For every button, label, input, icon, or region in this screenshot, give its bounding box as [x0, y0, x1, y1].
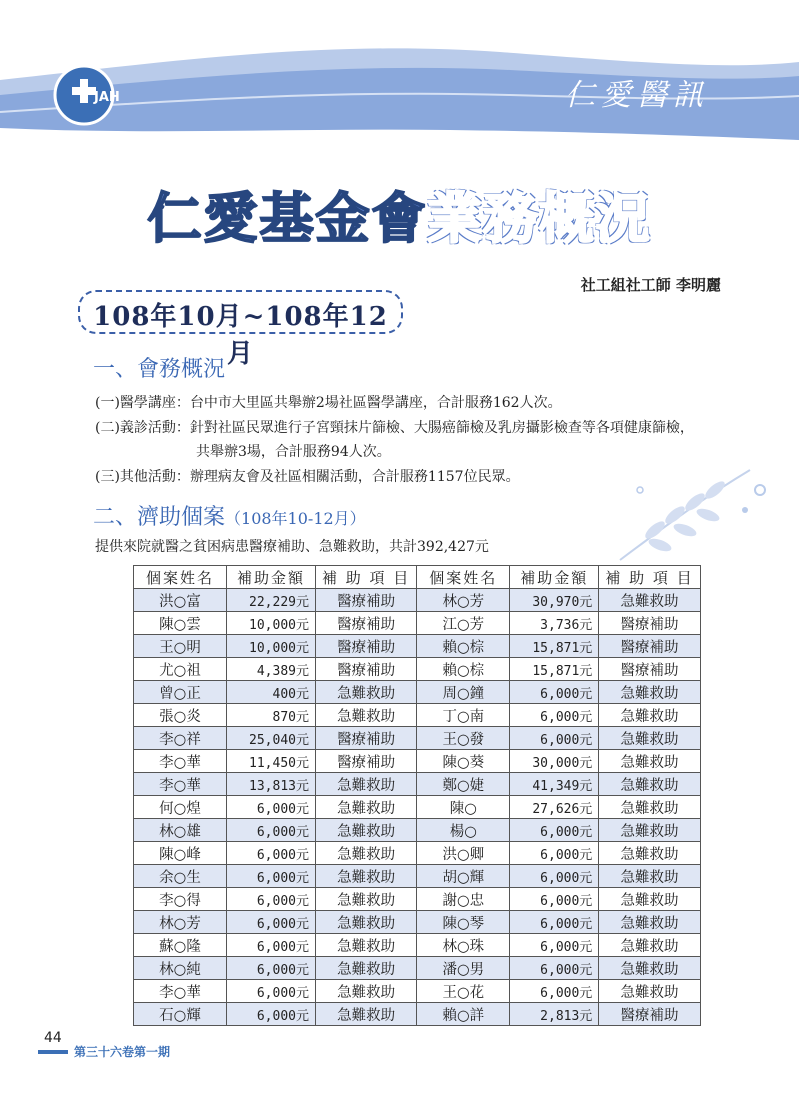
table-cell: 6,000元 [227, 911, 316, 934]
volume-label: 第三十六卷第一期 [74, 1045, 171, 1059]
table-row [134, 658, 701, 681]
table-cell: 周○鐘 [417, 681, 510, 704]
table-row [134, 819, 701, 842]
table-row [134, 704, 701, 727]
table-row [134, 888, 701, 911]
item3-label: (三)其他活動： [95, 469, 190, 485]
table-cell: 醫療補助 [316, 589, 417, 612]
table-cell: 楊○ [417, 819, 510, 842]
item1-text: 台中市大里區共舉辦2場社區醫學講座，合計服務162人次。 [189, 395, 562, 411]
table-cell: 謝○忠 [417, 888, 510, 911]
table-cell: 急難救助 [316, 911, 417, 934]
table-cell: 30,000元 [510, 750, 599, 773]
table-row [134, 589, 701, 612]
col-header: 補助金額 [510, 566, 599, 589]
table-cell: 急難救助 [599, 750, 700, 773]
table-cell: 醫療補助 [599, 658, 700, 681]
table-cell: 曾○正 [134, 681, 227, 704]
table-cell: 洪○富 [134, 589, 227, 612]
table-cell: 25,040元 [227, 727, 316, 750]
table-cell: 6,000元 [510, 681, 599, 704]
item2-label: (二)義診活動： [95, 420, 190, 436]
table-cell: 陳○葵 [417, 750, 510, 773]
table-cell: 6,000元 [227, 865, 316, 888]
table-row [134, 681, 701, 704]
table-row [134, 865, 701, 888]
table-cell: 急難救助 [599, 796, 700, 819]
table-cell: 丁○南 [417, 704, 510, 727]
table-cell: 6,000元 [227, 957, 316, 980]
item3-text: 辦理病友會及社區相關活動，合計服務1157位民眾。 [189, 469, 520, 485]
col-header: 個案姓名 [417, 566, 510, 589]
table-row [134, 796, 701, 819]
table-cell: 2,813元 [510, 1003, 599, 1026]
table-cell: 陳○ [417, 796, 510, 819]
table-row [134, 750, 701, 773]
table-cell: 急難救助 [599, 727, 700, 750]
table-cell: 11,450元 [227, 750, 316, 773]
table-cell: 醫療補助 [599, 612, 700, 635]
item2-text: 針對社區民眾進行子宮頸抹片篩檢、大腸癌篩檢及乳房攝影檢查等各項健康篩檢， [189, 420, 694, 436]
table-cell: 張○炎 [134, 704, 227, 727]
table-cell: 林○芳 [134, 911, 227, 934]
table-cell: 李○華 [134, 750, 227, 773]
table-cell: 41,349元 [510, 773, 599, 796]
table-cell: 洪○卿 [417, 842, 510, 865]
table-cell: 6,000元 [510, 704, 599, 727]
table-cell: 急難救助 [599, 773, 700, 796]
table-cell: 6,000元 [227, 888, 316, 911]
table-cell: 醫療補助 [316, 612, 417, 635]
table-cell: 6,000元 [510, 934, 599, 957]
table-cell: 林○純 [134, 957, 227, 980]
table-cell: 陳○琴 [417, 911, 510, 934]
table-row [134, 612, 701, 635]
table-cell: 急難救助 [316, 957, 417, 980]
table-cell: 急難救助 [599, 957, 700, 980]
section2-title: 二、濟助個案 [93, 505, 226, 530]
table-cell: 急難救助 [316, 773, 417, 796]
footer-bar [38, 1050, 68, 1054]
table-cell: 急難救助 [316, 796, 417, 819]
table-cell: 急難救助 [316, 842, 417, 865]
table-cell: 15,871元 [510, 635, 599, 658]
table-cell: 6,000元 [227, 796, 316, 819]
table-cell: 6,000元 [227, 1003, 316, 1026]
table-row [134, 1003, 701, 1026]
table-cell: 870元 [227, 704, 316, 727]
table-cell: 30,970元 [510, 589, 599, 612]
table-cell: 急難救助 [599, 819, 700, 842]
table-cell: 醫療補助 [599, 1003, 700, 1026]
table-cell: 江○芳 [417, 612, 510, 635]
table-cell: 急難救助 [316, 888, 417, 911]
table-cell: 蘇○隆 [134, 934, 227, 957]
table-cell: 醫療補助 [599, 635, 700, 658]
table-cell: 陳○峰 [134, 842, 227, 865]
table-cell: 急難救助 [599, 980, 700, 1003]
table-cell: 13,813元 [227, 773, 316, 796]
table-row [134, 911, 701, 934]
section2-summary: 提供來院就醫之貧困病患醫療補助、急難救助，共計392,427元 [95, 539, 489, 555]
table-row [134, 980, 701, 1003]
table-row [134, 727, 701, 750]
table-header-row [134, 566, 701, 589]
table-cell: 6,000元 [510, 980, 599, 1003]
col-header: 個案姓名 [134, 566, 227, 589]
table-cell: 李○華 [134, 773, 227, 796]
logo-text: JAH [94, 90, 120, 105]
table-cell: 胡○輝 [417, 865, 510, 888]
section2-sub: （108年10-12月） [225, 509, 366, 528]
table-cell: 22,229元 [227, 589, 316, 612]
page-number: 44 [44, 1030, 62, 1046]
table-cell: 急難救助 [316, 934, 417, 957]
table-cell: 醫療補助 [316, 750, 417, 773]
table-cell: 6,000元 [510, 888, 599, 911]
table-cell: 4,389元 [227, 658, 316, 681]
table-cell: 急難救助 [599, 865, 700, 888]
table-cell: 賴○棕 [417, 658, 510, 681]
table-cell: 6,000元 [227, 842, 316, 865]
table-cell: 6,000元 [510, 957, 599, 980]
table-cell: 急難救助 [599, 888, 700, 911]
table-cell: 6,000元 [227, 934, 316, 957]
table-cell: 急難救助 [316, 681, 417, 704]
table-cell: 石○輝 [134, 1003, 227, 1026]
table-cell: 林○珠 [417, 934, 510, 957]
table-cell: 急難救助 [599, 934, 700, 957]
header-brand: 仁愛醫訊 [565, 78, 709, 113]
period-badge [78, 290, 403, 369]
table-cell: 6,000元 [510, 911, 599, 934]
table-cell: 400元 [227, 681, 316, 704]
table-cell: 10,000元 [227, 612, 316, 635]
section1-item3 [95, 466, 520, 486]
aid-table [133, 565, 701, 1026]
col-header: 補助金額 [227, 566, 316, 589]
table-cell: 6,000元 [510, 819, 599, 842]
table-cell: 李○華 [134, 980, 227, 1003]
table-cell: 陳○雲 [134, 612, 227, 635]
table-cell: 王○發 [417, 727, 510, 750]
table-row [134, 934, 701, 957]
col-header: 補 助 項 目 [599, 566, 700, 589]
table-cell: 醫療補助 [316, 727, 417, 750]
col-header: 補 助 項 目 [316, 566, 417, 589]
table-row [134, 635, 701, 658]
table-cell: 李○得 [134, 888, 227, 911]
section1-item1 [95, 392, 562, 412]
table-cell: 急難救助 [599, 589, 700, 612]
table-cell: 何○煌 [134, 796, 227, 819]
table-cell: 林○芳 [417, 589, 510, 612]
table-cell: 醫療補助 [316, 658, 417, 681]
section1-heading: 一、會務概況 [93, 357, 226, 382]
table-cell: 6,000元 [510, 842, 599, 865]
table-cell: 6,000元 [510, 865, 599, 888]
section1-item2-cont: 共舉辦3場，合計服務94人次。 [196, 444, 391, 460]
table-cell: 27,626元 [510, 796, 599, 819]
table-cell: 尤○祖 [134, 658, 227, 681]
table-cell: 急難救助 [316, 1003, 417, 1026]
table-cell: 急難救助 [316, 980, 417, 1003]
table-cell: 急難救助 [599, 911, 700, 934]
table-row [134, 842, 701, 865]
table-cell: 賴○詳 [417, 1003, 510, 1026]
table-cell: 急難救助 [599, 842, 700, 865]
table-cell: 3,736元 [510, 612, 599, 635]
table-cell: 10,000元 [227, 635, 316, 658]
table-cell: 潘○男 [417, 957, 510, 980]
table-cell: 賴○棕 [417, 635, 510, 658]
table-cell: 急難救助 [316, 819, 417, 842]
table-cell: 林○雄 [134, 819, 227, 842]
title-part2: 業務概況 [427, 187, 652, 250]
table-cell: 6,000元 [510, 727, 599, 750]
table-cell: 15,871元 [510, 658, 599, 681]
table-cell: 急難救助 [599, 681, 700, 704]
table-cell: 急難救助 [316, 704, 417, 727]
title-part1: 仁愛基金會 [147, 187, 428, 250]
section2-heading [93, 500, 366, 531]
page-title [0, 176, 799, 253]
table-cell: 李○祥 [134, 727, 227, 750]
table-cell: 醫療補助 [316, 635, 417, 658]
table-row [134, 957, 701, 980]
table-cell: 急難救助 [599, 704, 700, 727]
item1-label: (一)醫學講座： [95, 395, 190, 411]
period-text: 108年10月~108年12月 [93, 302, 388, 369]
table-cell: 6,000元 [227, 980, 316, 1003]
table-cell: 6,000元 [227, 819, 316, 842]
table-cell: 王○明 [134, 635, 227, 658]
table-cell: 急難救助 [316, 865, 417, 888]
leaf-decoration-icon [600, 460, 780, 570]
table-cell: 余○生 [134, 865, 227, 888]
author: 社工組社工師 李明麗 [580, 276, 721, 294]
table-cell: 王○花 [417, 980, 510, 1003]
table-cell: 鄭○婕 [417, 773, 510, 796]
section1-item2 [95, 417, 694, 437]
table-row [134, 773, 701, 796]
